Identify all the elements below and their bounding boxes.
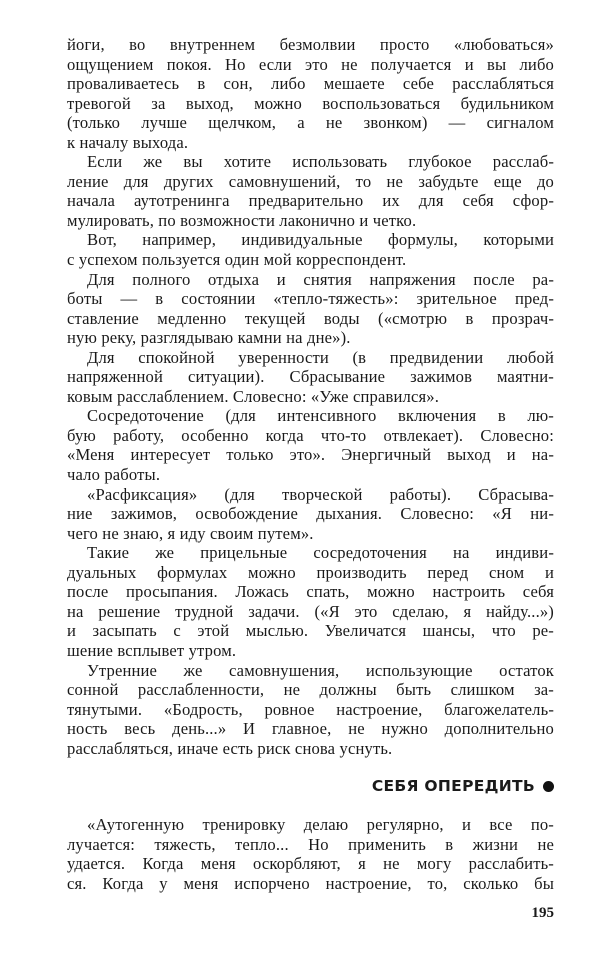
text-line: расслабляться, иначе есть риск снова уснуть.	[67, 738, 393, 758]
text-line: тянутыми. «Бодрость, ровное настроение, благожелатель-	[67, 699, 554, 719]
section-heading	[372, 777, 554, 795]
text-line: ние зажимов, освобождение дыхания. Словесно: «Я ни-	[67, 504, 554, 524]
text-line: бую работу, особенно когда что-то отвлекает). Словесно:	[67, 425, 554, 445]
text-line: тревогой за выход, можно воспользоваться будильником	[67, 93, 554, 113]
text-line: ставление медленно текущей воды («смотрю в прозрач-	[67, 308, 554, 328]
text-line: на решение трудной задачи. («Я это сделаю, я найду...»)	[67, 601, 554, 621]
text-line: после просыпания. Ложась спать, можно настроить себя	[67, 582, 554, 602]
text-line: Сосредоточение (для интенсивного включения в лю-	[87, 406, 554, 426]
paragraph	[67, 35, 554, 152]
text-line: чего не знаю, я иду своим путем».	[67, 523, 314, 543]
text-line: дуальных формулах можно производить перед сном и	[67, 562, 554, 582]
text-line: «Меня интересует только это». Энергичный выход и на-	[67, 445, 554, 465]
text-line: «Расфиксация» (для творческой работы). Сбрасыва-	[87, 484, 554, 504]
text-line: с успехом пользуется один мой корреспондент.	[67, 250, 407, 270]
text-line: йоги, во внутреннем безмолвии просто «любоваться»	[67, 35, 554, 54]
paragraph	[67, 661, 554, 759]
paragraph	[67, 348, 554, 407]
text-line: ную реку, разглядываю камни на дне»).	[67, 328, 351, 348]
text-line: напряженной ситуации). Сбрасывание зажимов маятни-	[67, 367, 554, 387]
text-line: Вот, например, индивидуальные формулы, которыми	[87, 230, 554, 250]
text-line: шение всплывет утром.	[67, 640, 237, 660]
section-body-text	[67, 815, 554, 893]
text-line: мулировать, по возможности лаконично и четко.	[67, 210, 417, 230]
text-line: ление для других самовнушений, то не забудьте еще до	[67, 171, 554, 191]
paragraph	[67, 815, 554, 893]
text-line: Такие же прицельные сосредоточения на индиви-	[87, 543, 554, 563]
paragraph	[67, 406, 554, 484]
text-line: Утренние же самовнушения, использующие остаток	[87, 660, 554, 680]
text-line: (только лучше щелчком, а не звонком) — сигналом	[67, 113, 554, 133]
paragraph	[67, 485, 554, 544]
text-line: проваливаетесь в сон, либо мешаете себе расслабляться	[67, 74, 554, 94]
page-number: 195	[531, 905, 554, 921]
text-line: ся. Когда у меня испорчено настроение, то, сколько бы	[67, 873, 554, 893]
text-line: лучается: тяжесть, тепло... Но применить в жизни не	[67, 834, 554, 854]
text-line: Для полного отдыха и снятия напряжения после ра-	[87, 269, 554, 289]
body-text	[67, 35, 554, 758]
text-line: к началу выхода.	[67, 132, 189, 152]
text-line: ность весь день...» И главное, не нужно дополнительно	[67, 719, 554, 739]
text-line: ковым расслаблением. Словесно: «Уже справился».	[67, 386, 439, 406]
text-line: Если же вы хотите использовать глубокое расслаб-	[87, 152, 554, 172]
paragraph	[67, 543, 554, 660]
text-line: Для спокойной уверенности (в предвидении любой	[87, 347, 554, 367]
text-line: и засыпать с этой мыслью. Увеличатся шансы, что ре-	[67, 621, 554, 641]
text-line: начала аутотренинга предварительно их для себя сфор-	[67, 191, 554, 211]
text-line: удается. Когда меня оскорбляют, я не могу расслабить-	[67, 854, 554, 874]
text-line: боты — в состоянии «тепло-тяжесть»: зрительное пред-	[67, 289, 554, 309]
paragraph	[67, 152, 554, 230]
text-line: сонной расслабленности, не должны быть слишком за-	[67, 680, 554, 700]
text-line: ощущением покоя. Но если это не получается и вы либо	[67, 54, 554, 74]
paragraph	[67, 230, 554, 269]
bullet-dot-icon	[543, 781, 554, 792]
text-line: чало работы.	[67, 465, 161, 485]
section-heading-text: СЕБЯ ОПЕРЕДИТЬ	[371, 777, 535, 795]
paragraph	[67, 270, 554, 348]
text-line: «Аутогенную тренировку делаю регулярно, и все по-	[87, 815, 554, 834]
